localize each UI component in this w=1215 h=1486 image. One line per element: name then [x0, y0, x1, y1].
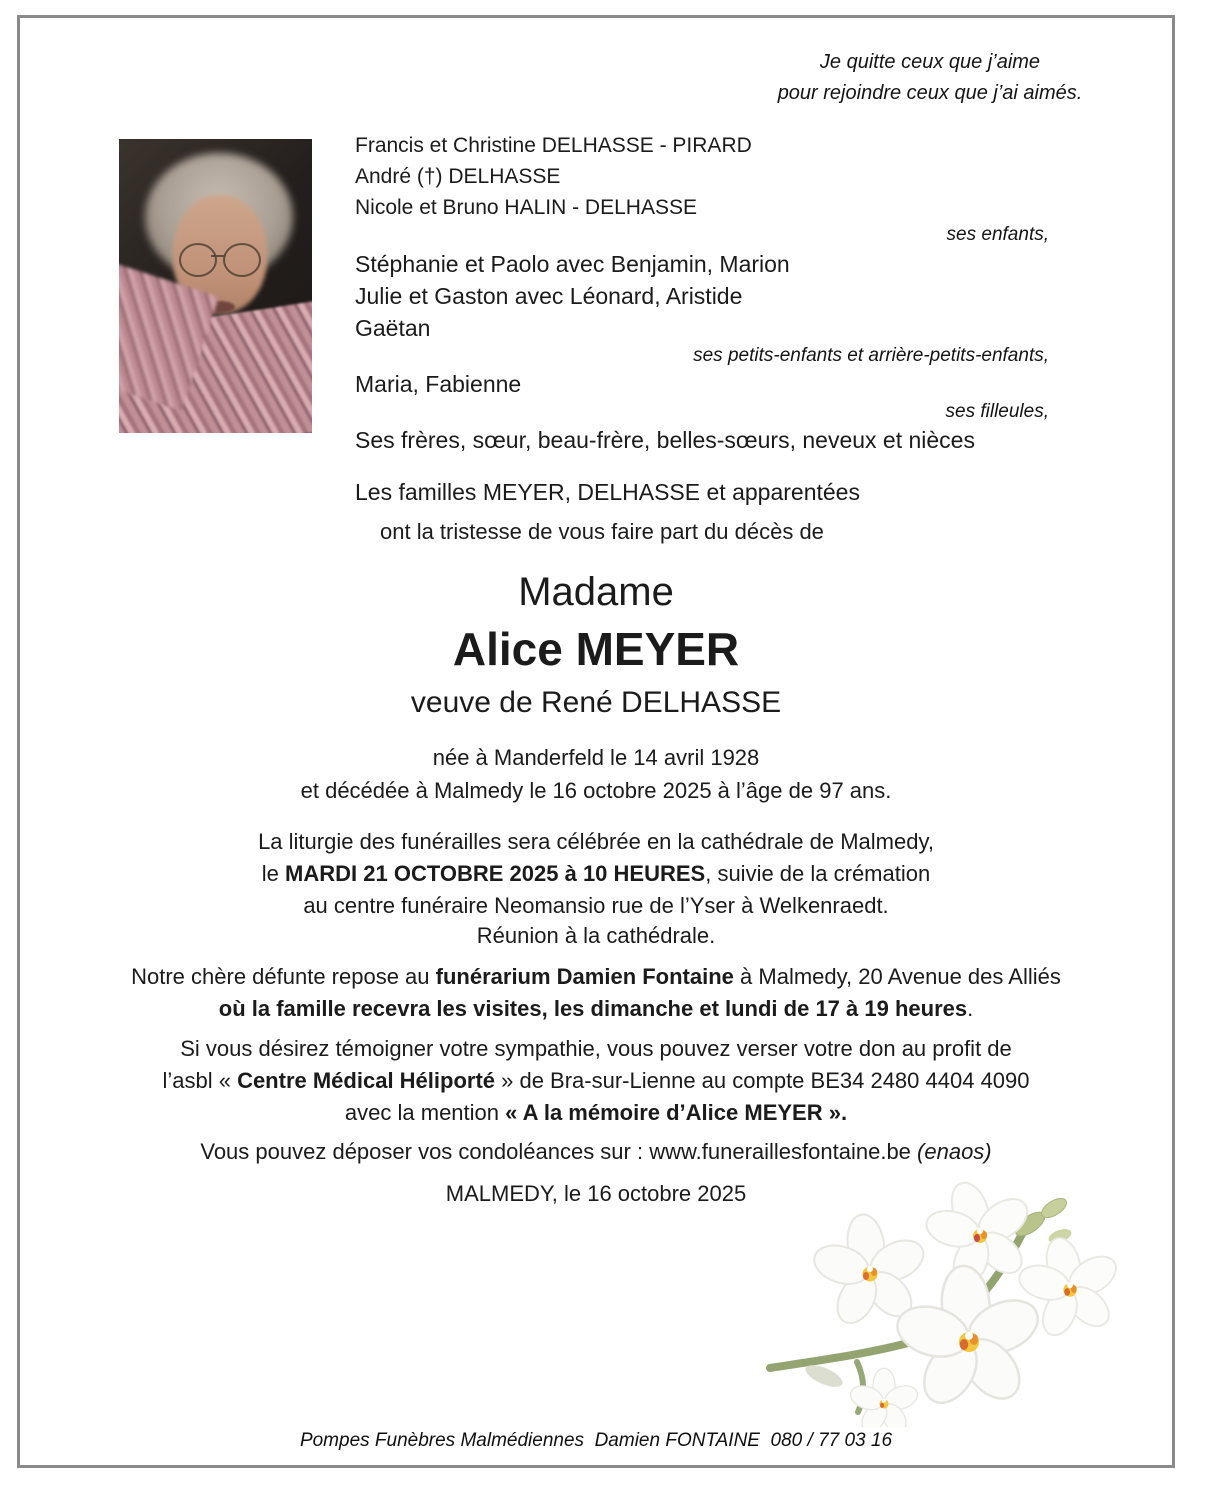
deceased-title: Madame [518, 570, 674, 614]
condolences-enaos: (enaos) [917, 1139, 992, 1164]
children-line: André (†) DELHASSE [355, 165, 561, 188]
deceased-name: Alice MEYER [452, 623, 740, 675]
families-line: Les familles MEYER, DELHASSE et apparentées [355, 479, 860, 505]
quote-line-2: pour rejoindre ceux que j’ai aimés. [777, 82, 1083, 104]
grandchildren-line: Gaëtan [355, 315, 431, 341]
donation-line-3-pre: avec la mention [344, 1100, 506, 1125]
visits-line-2 [20, 993, 1172, 1025]
donation-line-1: Si vous désirez témoigner votre sympathie, vous pouvez verser votre don au profit de [180, 1036, 1012, 1061]
donation-paragraph [20, 1033, 1172, 1129]
liturgy-line-1: La liturgie des funérailles sera célébrée en la cathédrale de Malmedy, [258, 829, 934, 854]
memory-mention-bold: « A la mémoire d’Alice MEYER ». [505, 1100, 848, 1125]
liturgy-line-2-pre: le [261, 861, 286, 886]
portrait-glasses-left [179, 243, 217, 277]
children-line: Francis et Christine DELHASSE - PIRARD [355, 134, 752, 157]
opening-quote [755, 47, 1105, 109]
portrait-glasses-bridge [211, 255, 225, 257]
donation-line-3 [20, 1097, 1172, 1129]
death-line: et décédée à Malmedy le 16 octobre 2025 à l’âge de 97 ans. [300, 778, 892, 803]
relatives-section [355, 130, 1049, 547]
donation-line-2 [20, 1065, 1172, 1097]
visits-line-2-post: . [967, 996, 974, 1021]
siblings-line: Ses frères, sœur, beau-frère, belles-sœurs, neveux et nièces [355, 427, 975, 453]
grandchildren-label: ses petits-enfants et arrière-petits-enfants, [693, 345, 1049, 366]
visits-hours-bold: où la famille recevra les visites, les dimanche et lundi de 17 à 19 heures [218, 996, 968, 1021]
reunion-line: Réunion à la cathédrale. [476, 923, 716, 948]
liturgy-line-3: au centre funéraire Neomansio rue de l’Yser à Welkenraedt. [303, 893, 889, 918]
grandchildren-line: Julie et Gaston avec Léonard, Aristide [355, 283, 743, 309]
quote-line-1: Je quitte ceux que j’aime [819, 51, 1041, 73]
birth-line: née à Manderfeld le 14 avril 1928 [432, 745, 760, 770]
orchid-illustration [762, 1172, 1122, 1427]
grandchildren-line: Stéphanie et Paolo avec Benjamin, Marion [355, 251, 790, 277]
visits-line-1-post: à Malmedy, 20 Avenue des Alliés [733, 964, 1061, 989]
deceased-subtitle: veuve de René DELHASSE [410, 686, 782, 719]
children-label: ses enfants, [946, 224, 1049, 245]
visits-line-1 [20, 961, 1172, 993]
dateline: MALMEDY, le 16 octobre 2025 [445, 1181, 747, 1206]
visits-paragraph [20, 961, 1172, 1025]
charity-name-bold: Centre Médical Héliporté [237, 1068, 496, 1093]
liturgy-paragraph [20, 826, 1172, 922]
birth-death-paragraph [20, 741, 1172, 807]
announcement-line: ont la tristesse de vous faire part du décès de [380, 519, 824, 544]
portrait-photo [119, 139, 312, 433]
condolences-text: Vous pouvez déposer vos condoléances sur : www.funeraillesfontaine.be [200, 1139, 918, 1164]
condolences-line [20, 1139, 1172, 1165]
goddaughters-label: ses filleules, [945, 401, 1049, 422]
funerarium-bold: funérarium Damien Fontaine [435, 964, 734, 989]
visits-line-1-pre: Notre chère défunte repose au [131, 964, 436, 989]
funeral-home-footer: Pompes Funèbres Malmédiennes Damien FONTAINE 080 / 77 03 16 [299, 1430, 893, 1451]
donation-line-2-pre: l’asbl « [162, 1068, 238, 1093]
liturgy-line-2-post: , suivie de la crémation [705, 861, 931, 886]
portrait-glasses-right [223, 243, 261, 277]
goddaughters-line: Maria, Fabienne [355, 371, 522, 397]
children-line: Nicole et Bruno HALIN - DELHASSE [355, 196, 697, 219]
liturgy-line-2 [20, 858, 1172, 890]
donation-line-2-post: » de Bra-sur-Lienne au compte BE34 2480 4404 4090 [495, 1068, 1030, 1093]
liturgy-date-bold: MARDI 21 OCTOBRE 2025 à 10 HEURES [285, 861, 706, 886]
